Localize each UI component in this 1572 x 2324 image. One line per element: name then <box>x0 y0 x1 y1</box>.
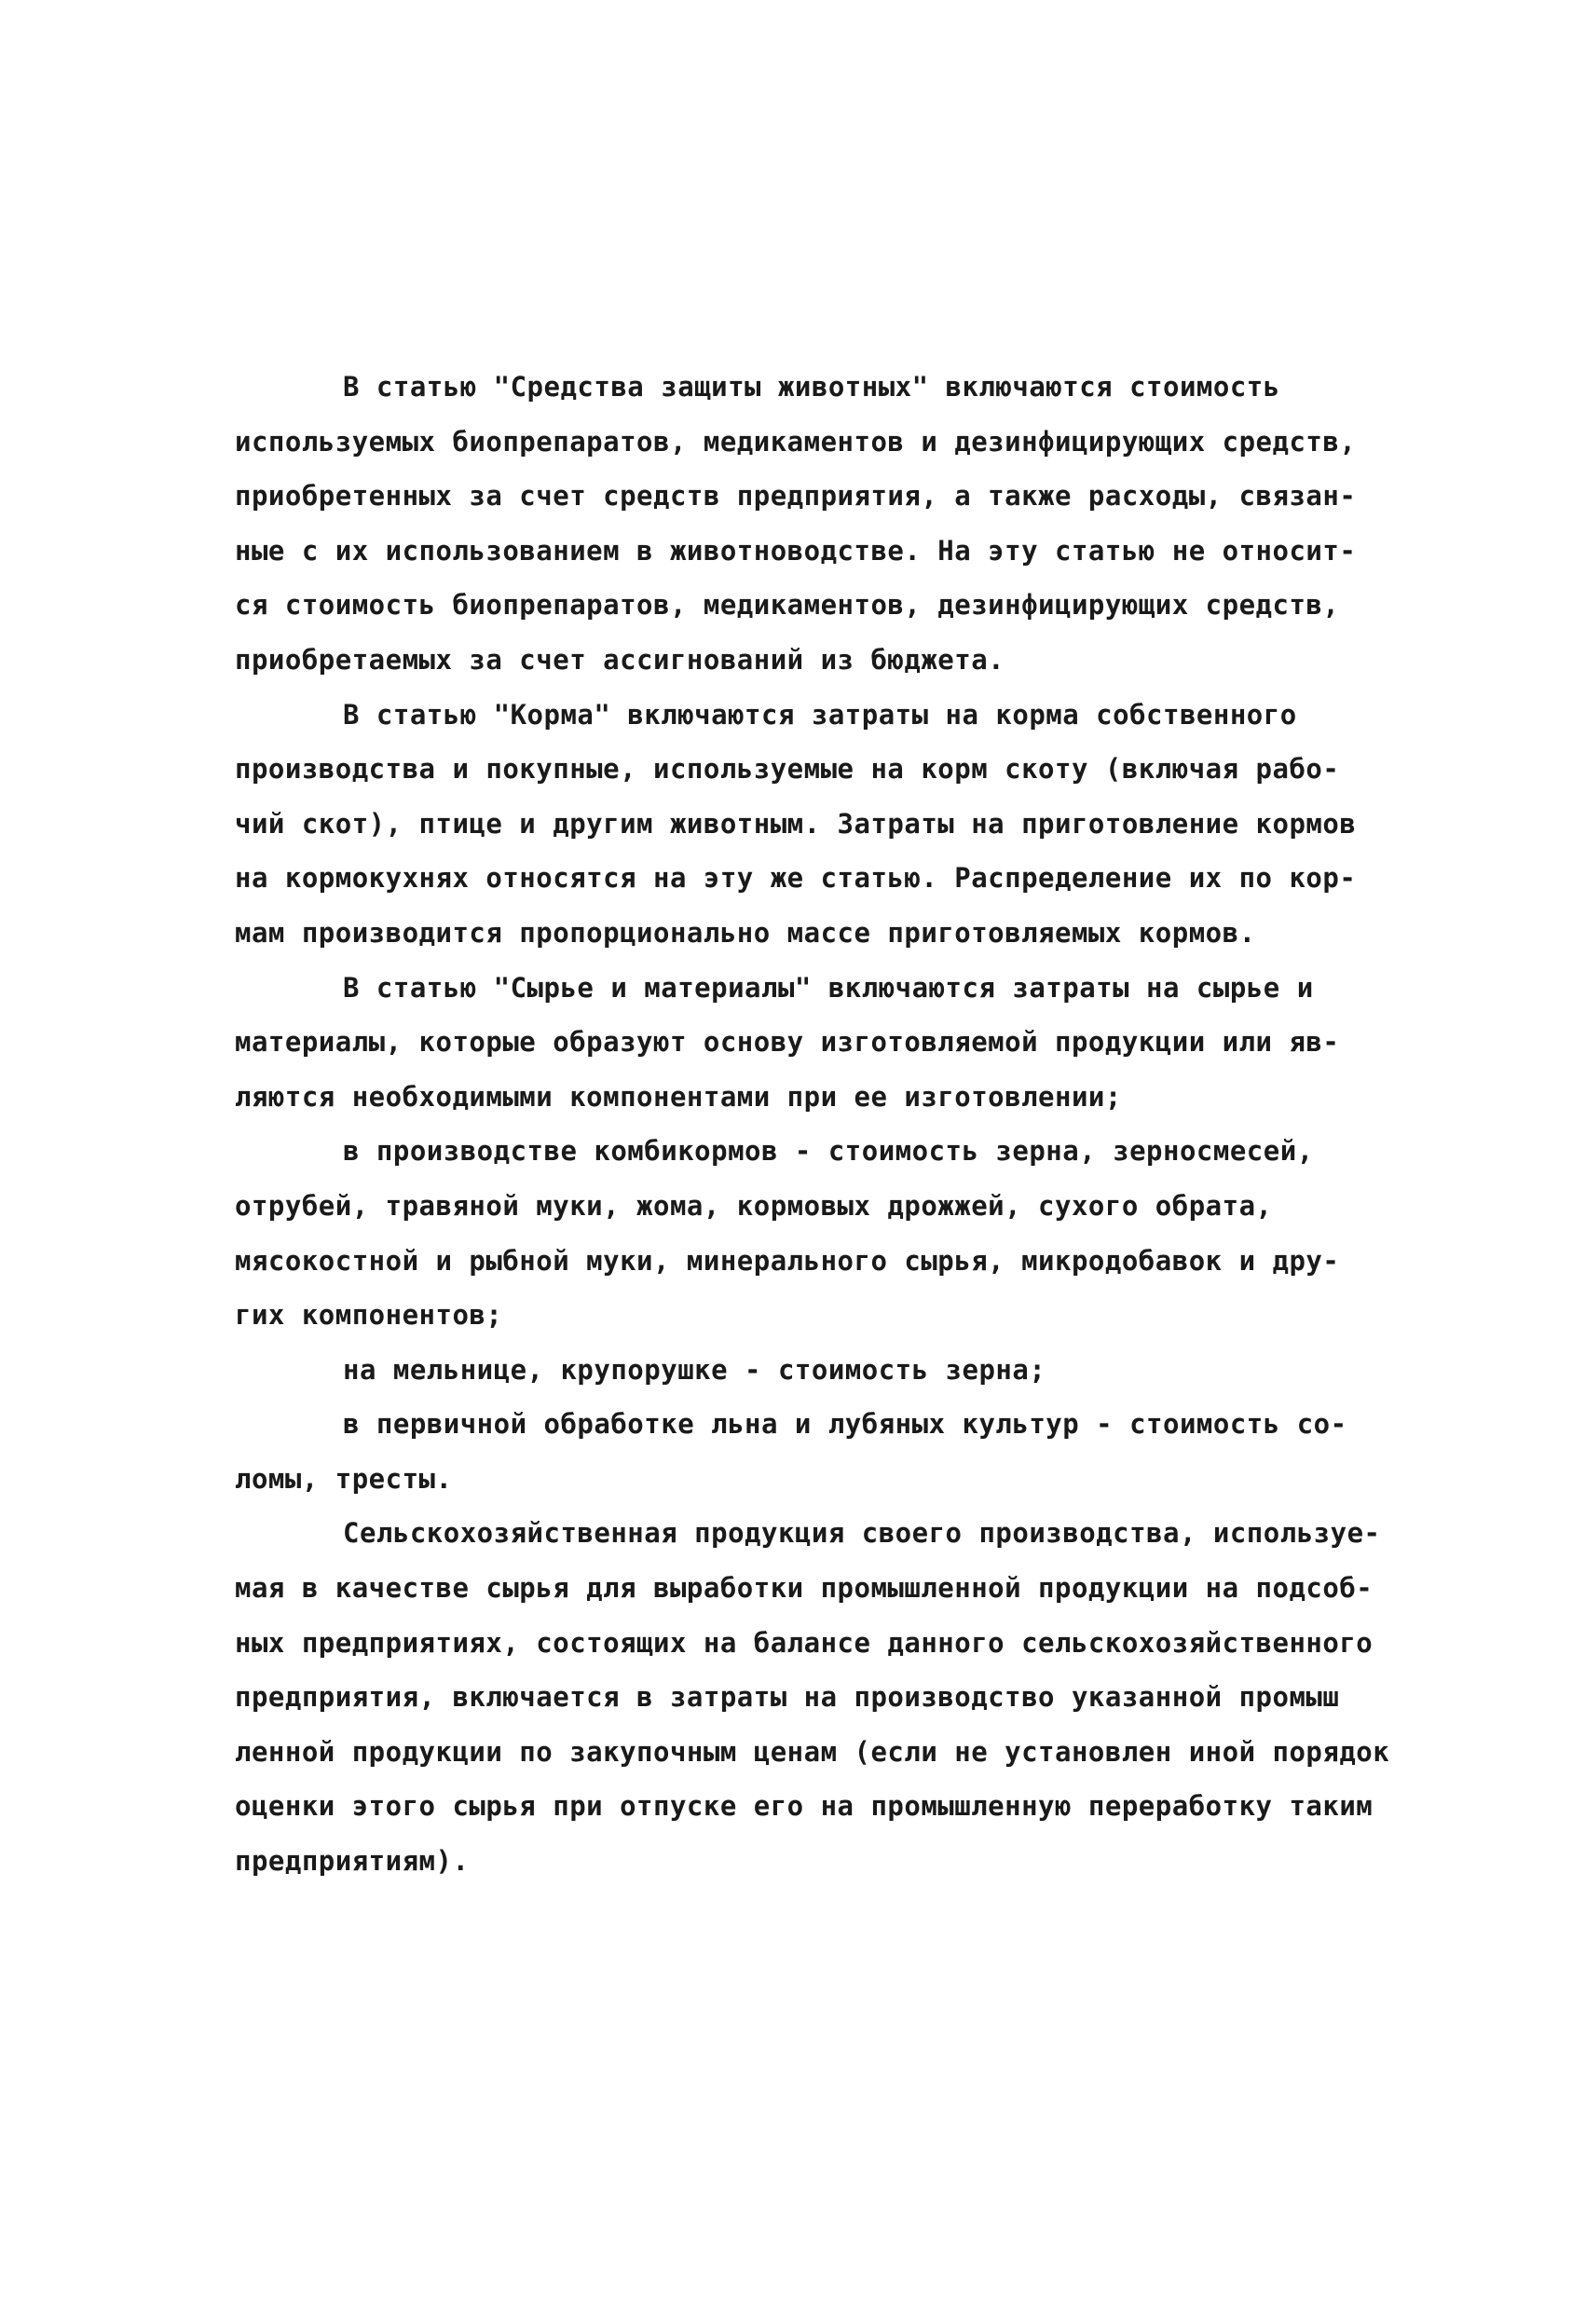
text-line: ломы, тресты. <box>235 1462 453 1495</box>
text-line: гих компонентов; <box>235 1299 503 1332</box>
text-line: мая в качестве сырья для выработки промышленной продукции на подсоб- <box>235 1572 1374 1605</box>
text-line: используемых биопрепаратов, медикаментов и дезинфицирующих средств, <box>235 425 1357 458</box>
text-line: отрубей, травяной муки, жома, кормовых дрожжей, сухого обрата, <box>235 1189 1273 1222</box>
text-line: мясокостной и рыбной муки, минерального сырья, микродобавок и дру- <box>235 1244 1340 1277</box>
text-line: мам производится пропорционально массе приготовляемых кормов. <box>235 916 1256 949</box>
text-line: на мельнице, крупорушке - стоимость зерна; <box>343 1353 1046 1386</box>
text-line: в первичной обработке льна и лубяных культур - стоимость со- <box>343 1408 1347 1441</box>
text-line: ных предприятиях, состоящих на балансе данного сельскохозяйственного <box>235 1626 1374 1659</box>
text-line: предприятиям). <box>235 1845 470 1878</box>
text-line: ляются необходимыми компонентами при ее изготовлении; <box>235 1080 1122 1113</box>
text-line: на кормокухнях относятся на эту же статью. Распределение их по кор- <box>235 862 1357 895</box>
text-line: ные с их использованием в животноводстве. На эту статью не относит- <box>235 534 1357 567</box>
text-line: оценки этого сырья при отпуске его на промышленную переработку таким <box>235 1790 1374 1823</box>
text-line: В статью "Корма" включаются затраты на корма собственного <box>343 698 1297 731</box>
text-line: Сельскохозяйственная продукция своего производства, используе- <box>343 1517 1381 1550</box>
text-line: производства и покупные, используемые на корм скоту (включая рабо- <box>235 753 1340 786</box>
text-line: приобретаемых за счет ассигнований из бюджета. <box>235 643 1005 676</box>
text-line: предприятия, включается в затраты на производство указанной промыш <box>235 1681 1340 1714</box>
text-line: материалы, которые образуют основу изготовляемой продукции или яв- <box>235 1026 1340 1059</box>
text-line: чий скот), птице и другим животным. Затраты на приготовление кормов <box>235 807 1357 840</box>
text-line: В статью "Средства защиты животных" включаются стоимость <box>343 371 1280 403</box>
text-line: ся стоимость биопрепаратов, медикаментов, дезинфицирующих средств, <box>235 589 1340 622</box>
text-line: приобретенных за счет средств предприятия, а также расходы, связан- <box>235 480 1357 513</box>
text-line: В статью "Сырье и материалы" включаются затраты на сырье и <box>343 971 1314 1004</box>
document-body <box>235 360 1474 1889</box>
text-line: в производстве комбикормов - стоимость зерна, зерносмесей, <box>343 1135 1314 1168</box>
text-line: ленной продукции по закупочным ценам (если не установлен иной порядок <box>235 1735 1390 1768</box>
